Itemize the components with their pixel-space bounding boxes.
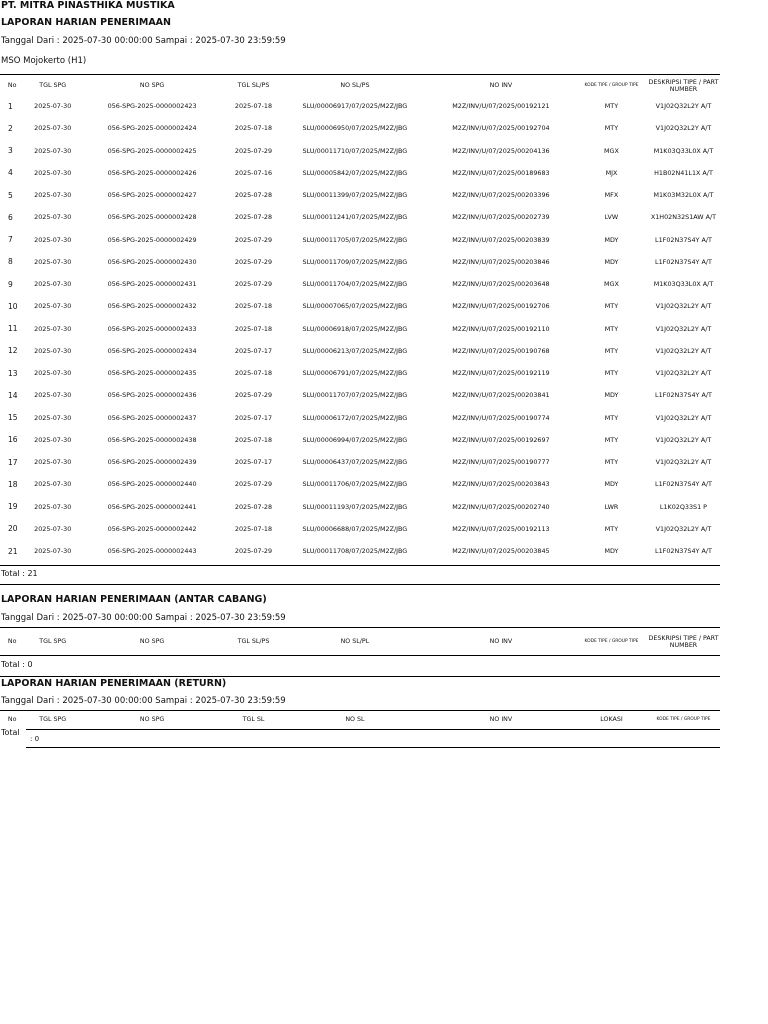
cell-no-sl-ps: SLU/00006950/07/2025/M2Z/JBG <box>302 124 408 133</box>
cell-tgl-sl-ps: 2025-07-18 <box>234 302 273 311</box>
cell-no-spg: 056-SPG-2025-0000002428 <box>107 213 197 222</box>
col-header-no-spg: NO SPG <box>139 82 165 89</box>
table3-top-rule <box>0 710 720 711</box>
table-row <box>0 251 720 273</box>
cell-tgl-spg: 2025-07-30 <box>34 324 72 333</box>
col-header-kode-tipe: KODE TIPE / GROUP TIPE <box>584 639 639 644</box>
cell-tgl-spg: 2025-07-30 <box>34 369 72 378</box>
cell-tgl-sl-ps: 2025-07-29 <box>234 480 273 489</box>
cell-no-sl-ps: SLU/00006437/07/2025/M2Z/JBG <box>302 458 408 467</box>
cell-deskripsi-tipe: L1F02N37S4Y A/T <box>655 391 712 400</box>
table-row <box>0 451 720 473</box>
cell-no-spg: 056-SPG-2025-0000002426 <box>107 168 197 177</box>
table-row <box>0 540 720 562</box>
cell-no-inv: M2Z/INV/U/07/2025/00202739 <box>452 213 550 222</box>
cell-tgl-sl-ps: 2025-07-29 <box>234 391 273 400</box>
date-range-antar-cabang: Tanggal Dari : 2025-07-30 00:00:00 Sampai : 2025-07-30 23:59:59 <box>1 613 286 623</box>
table-header-row <box>0 76 720 95</box>
cell-tgl-sl-ps: 2025-07-29 <box>234 280 273 289</box>
cell-no-sl-ps: SLU/00006791/07/2025/M2Z/JBG <box>302 369 408 378</box>
cell-no-inv: M2Z/INV/U/07/2025/00192704 <box>452 124 550 133</box>
cell-no-inv: M2Z/INV/U/07/2025/00203846 <box>452 257 550 266</box>
cell-deskripsi-tipe: L1F02N37S4Y A/T <box>655 235 712 244</box>
cell-tgl-sl-ps: 2025-07-18 <box>234 369 273 378</box>
cell-no-inv: M2Z/INV/U/07/2025/00192113 <box>452 524 550 533</box>
return-table <box>0 713 720 725</box>
cell-deskripsi-tipe: X1H02N32S1AW A/T <box>650 213 717 222</box>
cell-row-number: 12 <box>8 346 18 356</box>
cell-row-number: 15 <box>8 413 18 423</box>
cell-tgl-sl-ps: 2025-07-29 <box>234 547 273 556</box>
cell-tgl-spg: 2025-07-30 <box>34 502 72 511</box>
total-count-antar-cabang: Total : 0 <box>1 660 33 669</box>
cell-no-spg: 056-SPG-2025-0000002425 <box>107 146 197 155</box>
cell-tgl-spg: 2025-07-30 <box>34 480 72 489</box>
table-row <box>0 429 720 451</box>
cell-no-inv: M2Z/INV/U/07/2025/00192119 <box>452 369 550 378</box>
cell-kode-tipe: MTY <box>604 346 619 355</box>
table-row <box>0 140 720 162</box>
cell-no-sl-ps: SLU/00011709/07/2025/M2Z/JBG <box>302 257 408 266</box>
cell-no-spg: 056-SPG-2025-0000002438 <box>107 435 197 444</box>
table2-top-rule <box>0 627 720 628</box>
total-value-return: : 0 <box>30 735 40 743</box>
cell-no-sl-ps: SLU/00006994/07/2025/M2Z/JBG <box>302 435 408 444</box>
cell-tgl-sl-ps: 2025-07-28 <box>234 213 273 222</box>
cell-kode-tipe: LVW <box>604 213 619 222</box>
cell-deskripsi-tipe: M1K03Q33L0X A/T <box>653 146 714 155</box>
table-row <box>0 95 720 117</box>
table-row <box>0 206 720 228</box>
cell-no-inv: M2Z/INV/U/07/2025/00202740 <box>452 502 550 511</box>
col-header-deskripsi: DESKRIPSI TIPE / PART NUMBER <box>648 634 719 649</box>
cell-no-spg: 056-SPG-2025-0000002439 <box>107 458 197 467</box>
table-row <box>0 273 720 295</box>
receipt-table <box>0 76 720 562</box>
cell-kode-tipe: MTY <box>604 102 619 111</box>
col-header-kode-tipe: KODE TIPE / GROUP TIPE <box>656 716 711 722</box>
cell-row-number: 18 <box>8 479 18 489</box>
cell-row-number: 1 <box>8 101 13 111</box>
cell-kode-tipe: MDY <box>604 235 619 244</box>
cell-no-spg: 056-SPG-2025-0000002441 <box>107 502 197 511</box>
table-row <box>0 407 720 429</box>
cell-row-number: 7 <box>8 235 13 245</box>
cell-kode-tipe: MDY <box>604 391 619 400</box>
cell-tgl-sl-ps: 2025-07-28 <box>234 502 273 511</box>
cell-row-number: 20 <box>8 524 18 534</box>
cell-tgl-spg: 2025-07-30 <box>34 102 72 111</box>
table-row <box>0 340 720 362</box>
cell-no-inv: M2Z/INV/U/07/2025/00189683 <box>452 168 550 177</box>
cell-no-inv: M2Z/INV/U/07/2025/00192110 <box>452 324 550 333</box>
col-header-tgl-sl: TGL SL <box>242 715 265 723</box>
cell-kode-tipe: MTY <box>604 524 619 533</box>
cell-no-sl-ps: SLU/00005842/07/2025/M2Z/JBG <box>302 168 408 177</box>
cell-deskripsi-tipe: V1J02Q32L2Y A/T <box>655 346 712 355</box>
table2-header-row <box>0 631 720 652</box>
cell-deskripsi-tipe: V1J02Q32L2Y A/T <box>655 435 712 444</box>
col-header-no-sl: NO SL <box>345 715 365 723</box>
col-header-no-sl-pl: NO SL/PL <box>340 638 370 645</box>
cell-row-number: 4 <box>8 168 13 178</box>
cell-deskripsi-tipe: L1F02N37S4Y A/T <box>655 480 712 489</box>
cell-no-inv: M2Z/INV/U/07/2025/00192121 <box>452 102 550 111</box>
col-header-no: No <box>7 82 17 89</box>
cell-deskripsi-tipe: M1K03Q33L0X A/T <box>653 280 714 289</box>
cell-row-number: 9 <box>8 279 13 289</box>
table-bottom-rule <box>0 565 720 566</box>
cell-no-sl-ps: SLU/00011241/07/2025/M2Z/JBG <box>302 213 408 222</box>
cell-deskripsi-tipe: V1J02Q32L2Y A/T <box>655 302 712 311</box>
total-count: Total : 21 <box>1 569 38 578</box>
cell-kode-tipe: MGX <box>604 146 619 155</box>
cell-row-number: 8 <box>8 257 13 267</box>
col-header-deskripsi: DESKRIPSI TIPE / PART NUMBER <box>648 78 719 93</box>
section-divider-2 <box>0 676 720 677</box>
cell-kode-tipe: MTY <box>604 413 619 422</box>
cell-no-sl-ps: SLU/00011705/07/2025/M2Z/JBG <box>302 235 408 244</box>
branch-name: MSO Mojokerto (H1) <box>1 56 87 66</box>
date-range-return: Tanggal Dari : 2025-07-30 00:00:00 Sampai : 2025-07-30 23:59:59 <box>1 696 286 706</box>
col-header-no-sl-ps: NO SL/PS <box>340 82 370 89</box>
cell-no-inv: M2Z/INV/U/07/2025/00203396 <box>452 191 550 200</box>
cell-row-number: 11 <box>8 324 18 334</box>
cell-row-number: 14 <box>8 390 18 400</box>
table3-bottom-rule <box>26 729 720 730</box>
cell-tgl-sl-ps: 2025-07-29 <box>234 257 273 266</box>
cell-no-spg: 056-SPG-2025-0000002424 <box>107 124 197 133</box>
cell-deskripsi-tipe: V1J02Q32L2Y A/T <box>655 369 712 378</box>
cell-tgl-spg: 2025-07-30 <box>34 124 72 133</box>
cell-tgl-sl-ps: 2025-07-17 <box>234 458 273 467</box>
table2-bottom-rule <box>0 655 720 656</box>
cell-no-spg: 056-SPG-2025-0000002435 <box>107 369 197 378</box>
cell-no-inv: M2Z/INV/U/07/2025/00192706 <box>452 302 550 311</box>
cell-no-spg: 056-SPG-2025-0000002434 <box>107 346 197 355</box>
cell-no-spg: 056-SPG-2025-0000002442 <box>107 524 197 533</box>
cell-no-sl-ps: SLU/00006917/07/2025/M2Z/JBG <box>302 102 408 111</box>
cell-no-sl-ps: SLU/00006688/07/2025/M2Z/JBG <box>302 524 408 533</box>
cell-tgl-spg: 2025-07-30 <box>34 524 72 533</box>
cell-deskripsi-tipe: L1K02Q33S1 P <box>659 502 708 511</box>
table-row <box>0 362 720 384</box>
report-title-return: LAPORAN HARIAN PENERIMAAN (RETURN) <box>1 678 227 689</box>
cell-kode-tipe: MTY <box>604 302 619 311</box>
cell-tgl-sl-ps: 2025-07-18 <box>234 102 273 111</box>
col-header-tgl-spg: TGL SPG <box>39 715 67 723</box>
cell-tgl-sl-ps: 2025-07-18 <box>234 524 273 533</box>
table-row <box>0 384 720 406</box>
cell-tgl-sl-ps: 2025-07-17 <box>234 346 273 355</box>
antar-cabang-table <box>0 631 720 652</box>
cell-kode-tipe: MTY <box>604 124 619 133</box>
col-header-no-inv: NO INV <box>489 638 513 645</box>
cell-deskripsi-tipe: V1J02Q32L2Y A/T <box>655 102 712 111</box>
col-header-no: No <box>7 715 17 723</box>
table-row <box>0 473 720 495</box>
cell-tgl-spg: 2025-07-30 <box>34 213 72 222</box>
cell-no-sl-ps: SLU/00011707/07/2025/M2Z/JBG <box>302 391 408 400</box>
cell-tgl-spg: 2025-07-30 <box>34 302 72 311</box>
col-header-no-spg: NO SPG <box>139 638 165 645</box>
table-top-rule <box>0 74 720 75</box>
cell-tgl-sl-ps: 2025-07-29 <box>234 146 273 155</box>
cell-no-sl-ps: SLU/00006918/07/2025/M2Z/JBG <box>302 324 408 333</box>
col-header-tgl-sl-ps: TGL SL/PS <box>237 82 270 89</box>
cell-row-number: 21 <box>8 546 18 556</box>
report-title-antar-cabang: LAPORAN HARIAN PENERIMAAN (ANTAR CABANG) <box>1 594 267 605</box>
cell-deskripsi-tipe: V1J02Q32L2Y A/T <box>655 324 712 333</box>
table-row <box>0 184 720 206</box>
cell-tgl-spg: 2025-07-30 <box>34 168 72 177</box>
cell-tgl-spg: 2025-07-30 <box>34 391 72 400</box>
col-header-no: No <box>7 638 17 645</box>
cell-row-number: 6 <box>8 212 13 222</box>
col-header-tgl-spg: TGL SPG <box>39 82 67 89</box>
cell-no-inv: M2Z/INV/U/07/2025/00190768 <box>452 346 550 355</box>
cell-no-spg: 056-SPG-2025-0000002429 <box>107 235 197 244</box>
col-header-kode-tipe: KODE TIPE / GROUP TIPE <box>584 83 639 88</box>
cell-no-sl-ps: SLU/00011706/07/2025/M2Z/JBG <box>302 480 408 489</box>
cell-no-spg: 056-SPG-2025-0000002432 <box>107 302 197 311</box>
cell-no-sl-ps: SLU/00006213/07/2025/M2Z/JBG <box>302 346 408 355</box>
cell-no-spg: 056-SPG-2025-0000002423 <box>107 102 197 111</box>
cell-no-inv: M2Z/INV/U/07/2025/00203843 <box>452 480 550 489</box>
table-row <box>0 117 720 139</box>
cell-kode-tipe: MTY <box>604 458 619 467</box>
cell-tgl-sl-ps: 2025-07-18 <box>234 324 273 333</box>
cell-no-spg: 056-SPG-2025-0000002440 <box>107 480 197 489</box>
cell-no-sl-ps: SLU/00006172/07/2025/M2Z/JBG <box>302 413 408 422</box>
cell-kode-tipe: MGX <box>604 280 619 289</box>
cell-kode-tipe: MDY <box>604 257 619 266</box>
cell-no-spg: 056-SPG-2025-0000002437 <box>107 413 197 422</box>
cell-kode-tipe: MTY <box>604 324 619 333</box>
cell-no-sl-ps: SLU/00011193/07/2025/M2Z/JBG <box>302 502 408 511</box>
cell-no-inv: M2Z/INV/U/07/2025/00192697 <box>452 435 550 444</box>
cell-tgl-sl-ps: 2025-07-28 <box>234 191 273 200</box>
cell-row-number: 17 <box>8 457 18 467</box>
cell-no-inv: M2Z/INV/U/07/2025/00190774 <box>452 413 550 422</box>
company-name: PT. MITRA PINASTHIKA MUSTIKA <box>1 0 175 11</box>
cell-no-spg: 056-SPG-2025-0000002430 <box>107 257 197 266</box>
cell-no-inv: M2Z/INV/U/07/2025/00190777 <box>452 458 550 467</box>
cell-row-number: 16 <box>8 435 18 445</box>
total-label-return: Total <box>1 728 20 737</box>
cell-tgl-spg: 2025-07-30 <box>34 458 72 467</box>
cell-no-sl-ps: SLU/00011710/07/2025/M2Z/JBG <box>302 146 408 155</box>
cell-kode-tipe: MDY <box>604 480 619 489</box>
table3-header-row <box>0 713 720 725</box>
cell-deskripsi-tipe: V1J02Q32L2Y A/T <box>655 458 712 467</box>
cell-no-spg: 056-SPG-2025-0000002431 <box>107 280 197 289</box>
table-row <box>0 295 720 317</box>
cell-no-inv: M2Z/INV/U/07/2025/00203845 <box>452 547 550 556</box>
table-row <box>0 496 720 518</box>
cell-no-spg: 056-SPG-2025-0000002443 <box>107 547 197 556</box>
cell-tgl-spg: 2025-07-30 <box>34 235 72 244</box>
col-header-no-inv: NO INV <box>489 715 513 723</box>
table-row <box>0 229 720 251</box>
col-header-tgl-spg: TGL SPG <box>39 638 67 645</box>
cell-tgl-spg: 2025-07-30 <box>34 257 72 266</box>
cell-deskripsi-tipe: V1J02Q32L2Y A/T <box>655 524 712 533</box>
cell-kode-tipe: LWR <box>604 502 619 511</box>
col-header-lokasi: LOKASI <box>600 715 623 723</box>
cell-deskripsi-tipe: H1B02N41L1X A/T <box>654 168 713 177</box>
cell-tgl-sl-ps: 2025-07-16 <box>234 168 273 177</box>
date-range: Tanggal Dari : 2025-07-30 00:00:00 Sampai : 2025-07-30 23:59:59 <box>1 36 286 46</box>
cell-tgl-spg: 2025-07-30 <box>34 413 72 422</box>
cell-kode-tipe: MJX <box>605 168 618 177</box>
cell-deskripsi-tipe: V1J02Q32L2Y A/T <box>655 413 712 422</box>
col-header-no-inv: NO INV <box>489 82 513 89</box>
cell-tgl-spg: 2025-07-30 <box>34 435 72 444</box>
cell-tgl-sl-ps: 2025-07-17 <box>234 413 273 422</box>
table-row <box>0 318 720 340</box>
cell-deskripsi-tipe: M1K03M32L0X A/T <box>653 191 714 200</box>
table-row <box>0 518 720 540</box>
cell-no-inv: M2Z/INV/U/07/2025/00203648 <box>452 280 550 289</box>
cell-row-number: 2 <box>8 123 13 133</box>
cell-row-number: 10 <box>8 301 18 311</box>
table-row <box>0 162 720 184</box>
cell-deskripsi-tipe: L1F02N37S4Y A/T <box>655 257 712 266</box>
section-divider <box>0 584 720 585</box>
cell-kode-tipe: MFX <box>604 191 619 200</box>
col-header-tgl-sl-ps: TGL SL/PS <box>237 638 270 645</box>
cell-no-sl-ps: SLU/00011704/07/2025/M2Z/JBG <box>302 280 408 289</box>
cell-no-inv: M2Z/INV/U/07/2025/00203839 <box>452 235 550 244</box>
cell-no-spg: 056-SPG-2025-0000002436 <box>107 391 197 400</box>
cell-no-sl-ps: SLU/00011708/07/2025/M2Z/JBG <box>302 547 408 556</box>
cell-no-spg: 056-SPG-2025-0000002433 <box>107 324 197 333</box>
cell-tgl-spg: 2025-07-30 <box>34 146 72 155</box>
cell-no-spg: 056-SPG-2025-0000002427 <box>107 191 197 200</box>
report-title: LAPORAN HARIAN PENERIMAAN <box>1 17 171 28</box>
cell-tgl-spg: 2025-07-30 <box>34 280 72 289</box>
cell-kode-tipe: MTY <box>604 435 619 444</box>
col-header-no-spg: NO SPG <box>139 715 165 723</box>
cell-row-number: 5 <box>8 190 13 200</box>
cell-no-inv: M2Z/INV/U/07/2025/00203841 <box>452 391 550 400</box>
cell-row-number: 19 <box>8 502 18 512</box>
cell-tgl-spg: 2025-07-30 <box>34 547 72 556</box>
cell-deskripsi-tipe: L1F02N37S4Y A/T <box>655 547 712 556</box>
cell-no-sl-ps: SLU/00007065/07/2025/M2Z/JBG <box>302 302 408 311</box>
cell-deskripsi-tipe: V1J02Q32L2Y A/T <box>655 124 712 133</box>
cell-tgl-sl-ps: 2025-07-29 <box>234 235 273 244</box>
cell-tgl-sl-ps: 2025-07-18 <box>234 124 273 133</box>
cell-tgl-spg: 2025-07-30 <box>34 346 72 355</box>
cell-no-sl-ps: SLU/00011399/07/2025/M2Z/JBG <box>302 191 408 200</box>
section-end-rule <box>26 747 720 748</box>
cell-kode-tipe: MTY <box>604 369 619 378</box>
cell-row-number: 13 <box>8 368 18 378</box>
cell-kode-tipe: MDY <box>604 547 619 556</box>
cell-no-inv: M2Z/INV/U/07/2025/00204136 <box>452 146 550 155</box>
cell-tgl-sl-ps: 2025-07-18 <box>234 435 273 444</box>
cell-row-number: 3 <box>8 146 13 156</box>
cell-tgl-spg: 2025-07-30 <box>34 191 72 200</box>
